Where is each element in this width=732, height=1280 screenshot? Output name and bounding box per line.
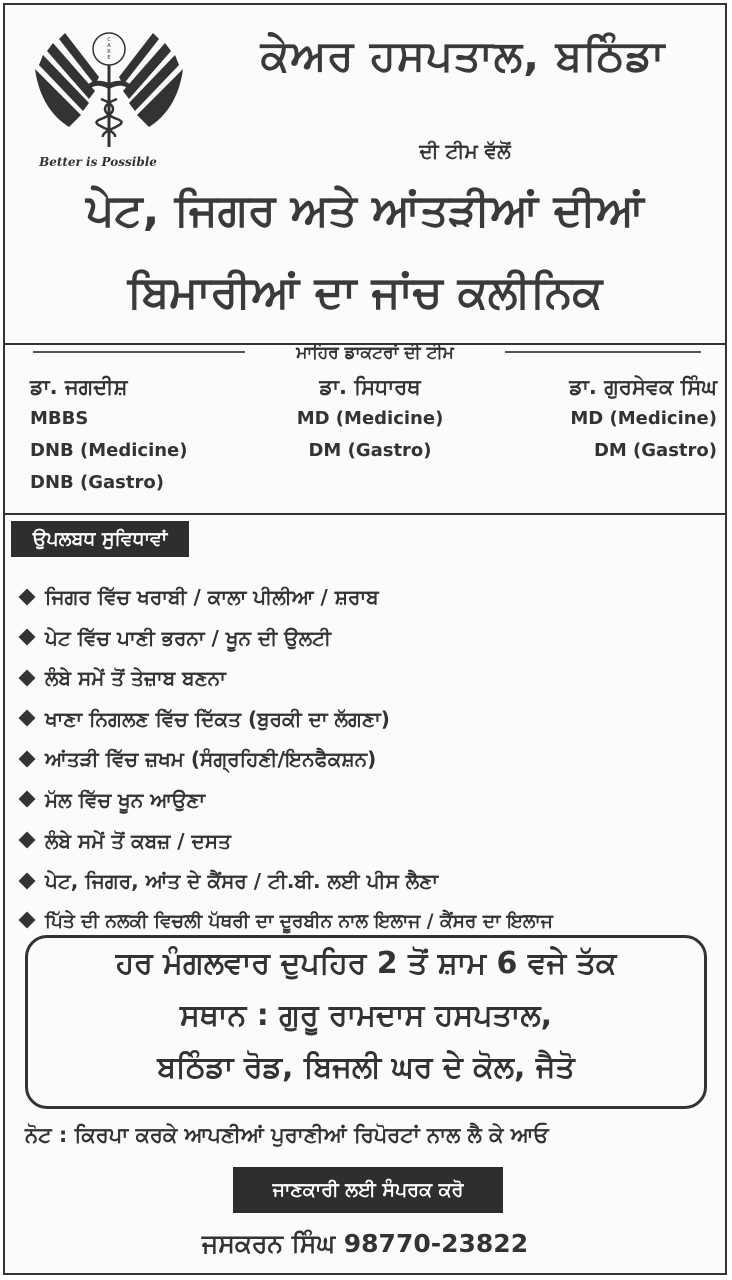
list-item: ਪਿੱਤੇ ਦੀ ਨਲਕੀ ਵਿਚਲੀ ਪੱਥਰੀ ਦਾ ਦੂਰਬੀਨ ਨਾਲ ਇਲਾਜ / ਕੈਂਸਰ ਦਾ ਇਲਾਜ <box>21 902 553 943</box>
diamond-bullet-icon <box>19 872 36 889</box>
diamond-bullet-icon <box>19 669 36 686</box>
list-item: ਜਿਗਰ ਵਿੱਚ ਖਰਾਬੀ / ਕਾਲਾ ਪੀਲੀਆ / ਸ਼ਰਾਬ <box>21 577 553 618</box>
diamond-bullet-icon <box>19 710 36 727</box>
list-item: ਲੰਬੇ ਸਮੇਂ ਤੋਂ ਤੇਜ਼ਾਬ ਬਣਨਾ <box>21 658 553 699</box>
qualification: DNB (Medicine) <box>30 440 188 461</box>
hospital-name: ਕੇਅਰ ਹਸਪਤਾਲ, ਬਠਿੰਡਾ <box>260 31 666 80</box>
doctor-name: ਡਾ. ਗੁਰਸੇਵਕ ਸਿੰਘ <box>569 375 717 399</box>
diamond-bullet-icon <box>19 588 36 605</box>
clinic-title-line2: ਬਿਮਾਰੀਆਂ ਦਾ ਜਾਂਚ ਕਲੀਨਿਕ <box>127 267 603 318</box>
diamond-bullet-icon <box>19 832 36 849</box>
list-item: ਲੰਬੇ ਸਮੇਂ ਤੋਂ ਕਬਜ਼ / ਦਸਤ <box>21 821 553 862</box>
doctor-1 <box>30 371 187 499</box>
divider <box>5 513 725 515</box>
svg-text:R: R <box>107 49 111 55</box>
diamond-bullet-icon <box>19 750 36 767</box>
list-item: ਮੱਲ ਵਿੱਚ ਖੂਨ ਆਉਣਾ <box>21 780 553 821</box>
list-item: ਪੇਟ, ਜਿਗਰ, ਆਂਤ ਦੇ ਕੈਂਸਰ / ਟੀ.ਬੀ. ਲਈ ਪੀਸ ਲੈਣਾ <box>21 861 553 902</box>
diamond-bullet-icon <box>19 911 36 928</box>
clinic-title-line1: ਪੇਟ, ਜਿਗਰ ਅਤੇ ਆਂਤੜੀਆਂ ਦੀਆਂ <box>86 185 644 236</box>
schedule-address: ਬਠਿੰਡਾ ਰੋਡ, ਬਿਜਲੀ ਘਰ ਦੇ ਕੋਲ, ਜੈਤੋ <box>157 1050 575 1085</box>
svg-text:E: E <box>107 55 111 61</box>
doctor-name: ਡਾ. ਸਿਧਾਰਥ <box>319 375 421 399</box>
facilities-title: ਉਪਲਬਧ ਸੁਵਿਧਾਵਾਂ <box>11 521 189 557</box>
list-item: ਪੇਟ ਵਿੱਚ ਪਾਣੀ ਭਰਨਾ / ਖੂਨ ਦੀ ਉਲਟੀ <box>21 618 553 659</box>
schedule-place: ਸਥਾਨ : ਗੁਰੂ ਰਾਮਦਾਸ ਹਸਪਤਾਲ, <box>179 998 553 1033</box>
doctor-name: ਡਾ. ਜਗਦੀਸ਼ <box>30 375 128 399</box>
divider <box>505 351 701 353</box>
note: ਨੋਟ : ਕਿਰਪਾ ਕਰਕੇ ਆਪਣੀਆਂ ਪੁਰਾਣੀਆਂ ਰਿਪੋਰਟਾਂ ਨਾਲ ਲੈ ਕੇ ਆਓ <box>25 1123 549 1147</box>
contact-title: ਜਾਣਕਾਰੀ ਲਈ ਸੰਪਰਕ ਕਰੋ <box>233 1167 503 1213</box>
qualification: DM (Gastro) <box>308 440 432 461</box>
by-team: ਦੀ ਟੀਮ ਵੱਲੋਂ <box>419 139 511 163</box>
list-item: ਆਂਤੜੀ ਵਿੱਚ ਜ਼ਖਮ (ਸੰਗ੍ਰਹਿਣੀ/ਇਨਫੈਕਸ਼ਨ) <box>21 739 553 780</box>
header <box>5 5 725 345</box>
contact-person: ਜਸਕਰਨ ਸਿੰਘ 98770-23822 <box>201 1229 529 1258</box>
schedule-time: ਹਰ ਮੰਗਲਵਾਰ ਦੁਪਹਿਰ 2 ਤੋਂ ਸ਼ਾਮ 6 ਵਜੇ ਤੱਕ <box>115 946 617 981</box>
qualification: DM (Gastro) <box>593 440 717 461</box>
divider <box>33 351 245 353</box>
tagline: Better is Possible <box>39 155 157 169</box>
facilities-list <box>21 577 553 942</box>
svg-text:C: C <box>107 37 111 43</box>
svg-text:A: A <box>107 43 111 49</box>
doctor-3 <box>505 371 717 467</box>
qualification: MBBS <box>30 408 89 429</box>
team-heading <box>5 341 725 365</box>
diamond-bullet-icon <box>19 791 36 808</box>
qualification: MD (Medicine) <box>570 408 717 429</box>
poster <box>3 3 727 1275</box>
diamond-bullet-icon <box>19 629 36 646</box>
doctor-2 <box>295 371 445 467</box>
list-item: ਖਾਣਾ ਨਿਗਲਣ ਵਿੱਚ ਦਿੱਕਤ (ਬੁਰਕੀ ਦਾ ਲੱਗਣਾ) <box>21 699 553 740</box>
team-title: ਮਾਹਿਰ ਡਾਕਟਰਾਂ ਦੀ ਟੀਮ <box>296 343 454 363</box>
schedule-box <box>25 935 707 1109</box>
qualification: DNB (Gastro) <box>30 472 164 493</box>
qualification: MD (Medicine) <box>296 408 444 429</box>
